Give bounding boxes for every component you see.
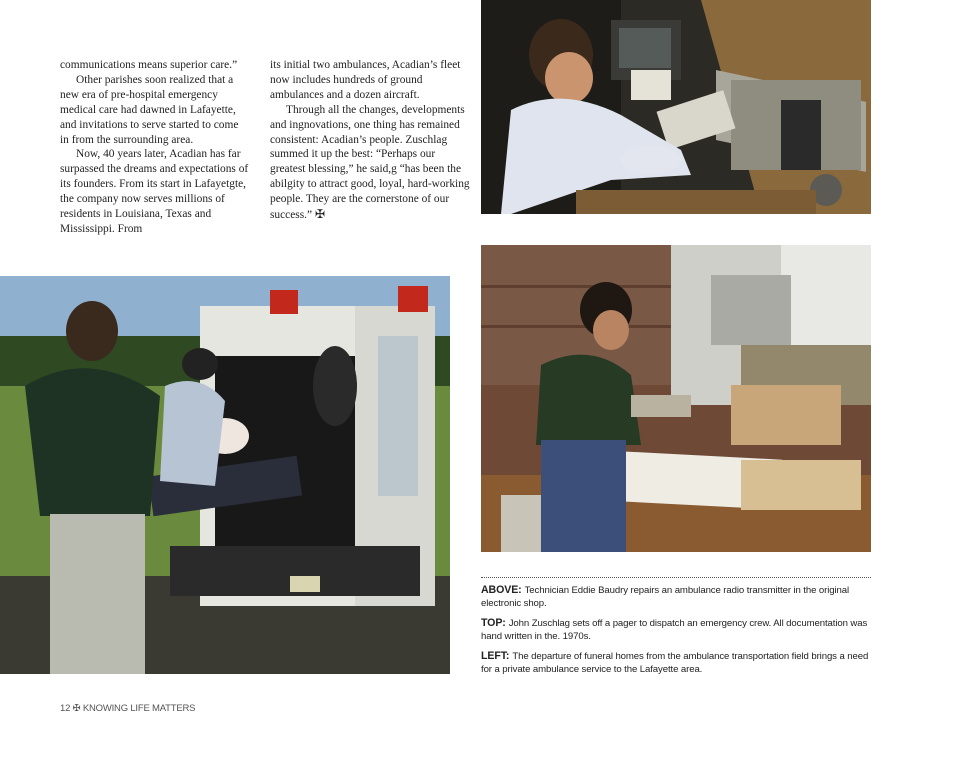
page-number: 12 <box>60 703 71 714</box>
caption-divider <box>481 577 871 578</box>
caption-label: LEFT: <box>481 650 510 662</box>
caption-left <box>481 650 873 676</box>
publication-title: KNOWING LIFE MATTERS <box>82 703 196 714</box>
caption-label: TOP: <box>481 617 506 629</box>
page-folio <box>60 703 195 714</box>
caption-block <box>481 584 873 683</box>
body-column-middle <box>270 58 470 223</box>
caption-label: ABOVE: <box>481 584 522 596</box>
dispatcher-photo <box>481 0 871 214</box>
paragraph: its initial two ambulances, Acadian’s fleet now includes hundreds of ground ambulances and a dozen aircraft. <box>270 59 461 101</box>
paragraph: communications means superior care.” <box>60 59 238 71</box>
ambulance-photo <box>0 276 450 674</box>
paragraph-text: Through all the changes, developments and ingnovations, one thing has remained consistent: Acadian’s people. Zuschlag summed it up the best: “Perhaps our greatest blessing,” he said,g “has been the abilgity to attract good, loyal, hard-working people. They are the cornerstone of our success.” <box>270 103 470 222</box>
caption-above <box>481 584 873 610</box>
caption-text: John Zuschlag sets off a pager to dispatch an emergency crew. All documentation was hand written in the. 1970s. <box>481 618 868 642</box>
caption-text: Technician Eddie Baudry repairs an ambulance radio transmitter in the original electronic shop. <box>481 585 850 609</box>
paragraph <box>270 103 470 223</box>
folio-mark-icon: ✠ <box>72 703 81 714</box>
end-mark-icon: ✠ <box>314 207 325 222</box>
paragraph: Other parishes soon realized that a new era of pre-hospital emergency medical care had dawned in Lafayette, and invitations to serve started to come in from the surrounding area. <box>60 73 239 146</box>
caption-top <box>481 617 873 643</box>
paragraph: Now, 40 years later, Acadian has far surpassed the dreams and expectations of its founders. From its start in Lafayetgte, the company now serves millions of residents in Louisiana, Texas and Mississippi. From <box>60 148 249 235</box>
caption-text: The departure of funeral homes from the ambulance transportation field brings a need for a private ambulance service to the Lafayette area. <box>481 651 869 675</box>
body-column-left <box>60 58 250 237</box>
electronic-shop-photo <box>481 245 871 552</box>
